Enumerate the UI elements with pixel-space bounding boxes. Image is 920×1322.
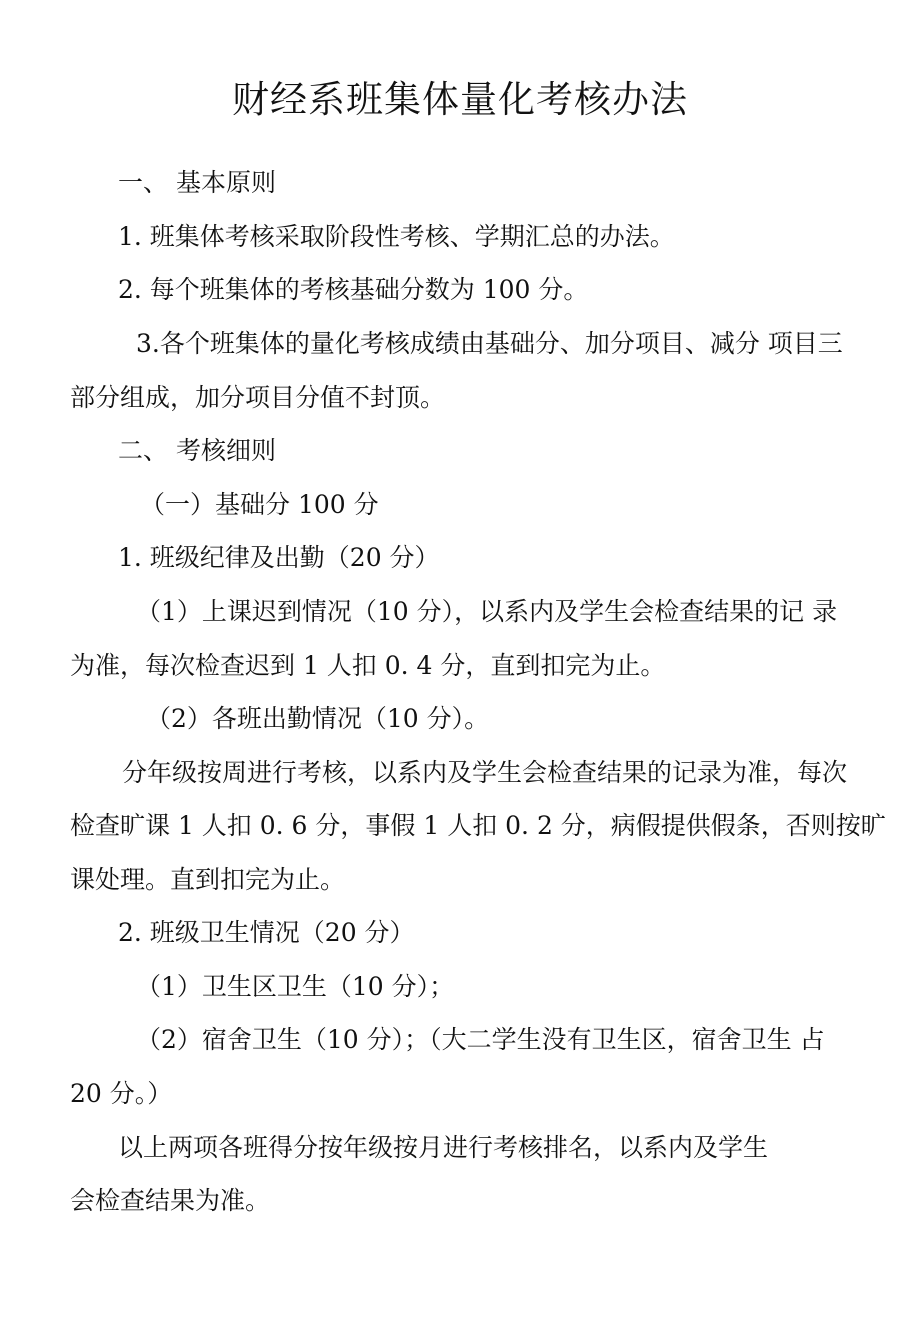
ranking-paragraph-continued: 会检查结果为准。 bbox=[70, 1186, 271, 1215]
item-heading-hygiene: 2. 班级卫生情况（20 分） bbox=[118, 918, 415, 947]
principle-item-2: 2. 每个班集体的考核基础分数为 100 分。 bbox=[118, 275, 589, 304]
attendance-paragraph-continued: 检查旷课 1 人扣 0. 6 分，事假 1 人扣 0. 2 分，病假提供假条，否则按旷 bbox=[70, 811, 886, 840]
section-heading-assessment-details: 二、 考核细则 bbox=[118, 436, 276, 465]
sub-item-dorm-hygiene: （2）宿舍卫生（10 分）；（大二学生没有卫生区，宿舍卫生 占 bbox=[136, 1025, 825, 1054]
sub-item-area-hygiene: （1）卫生区卫生（10 分）； bbox=[136, 972, 455, 1001]
attendance-paragraph-end: 课处理。直到扣完为止。 bbox=[70, 865, 346, 894]
principle-item-1: 1. 班集体考核采取阶段性考核、学期汇总的办法。 bbox=[118, 222, 675, 251]
item-heading-discipline-attendance: 1. 班级纪律及出勤（20 分） bbox=[118, 543, 440, 572]
attendance-paragraph: 分年级按周进行考核，以系内及学生会检查结果的记录为准，每次 bbox=[122, 758, 848, 787]
sub-item-dorm-hygiene-continued: 20 分。） bbox=[70, 1079, 173, 1108]
sub-item-lateness: （1）上课迟到情况（10 分），以系内及学生会检查结果的记 录 bbox=[136, 597, 838, 626]
principle-item-3-continued: 部分组成，加分项目分值不封顶。 bbox=[70, 383, 446, 412]
section-heading-basic-principles: 一、 基本原则 bbox=[118, 168, 276, 197]
document-title: 财经系班集体量化考核办法 bbox=[232, 78, 688, 121]
sub-item-lateness-continued: 为准，每次检查迟到 1 人扣 0. 4 分，直到扣完为止。 bbox=[70, 651, 666, 680]
principle-item-3: 3.各个班集体的量化考核成绩由基础分、加分项目、减分 项目三 bbox=[136, 329, 843, 358]
ranking-paragraph: 以上两项各班得分按年级按月进行考核排名，以系内及学生 bbox=[118, 1133, 769, 1162]
sub-item-attendance: （2）各班出勤情况（10 分）。 bbox=[146, 704, 490, 733]
subsection-heading-base-score: （一）基础分 100 分 bbox=[140, 490, 379, 519]
